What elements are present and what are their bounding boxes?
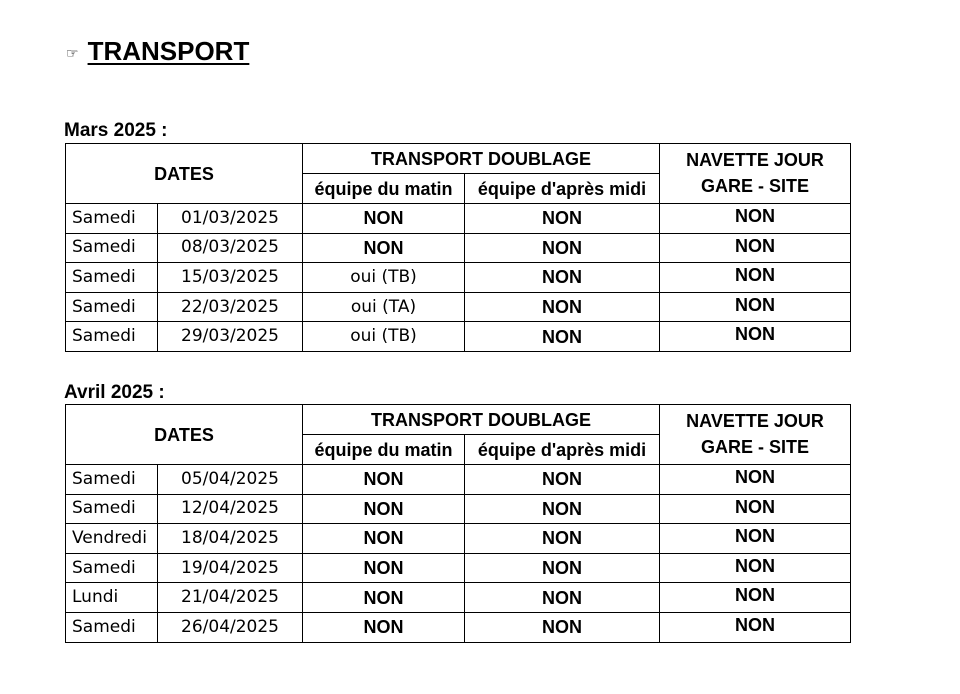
navette-cell: NON bbox=[660, 322, 851, 352]
table-row bbox=[66, 553, 851, 583]
date-cell: 12/04/2025 bbox=[158, 494, 303, 524]
apres-midi-cell: NON bbox=[465, 465, 660, 495]
apres-midi-cell: NON bbox=[465, 553, 660, 583]
navette-cell: NON bbox=[660, 583, 851, 613]
day-cell: Samedi bbox=[66, 204, 158, 234]
navette-header bbox=[660, 405, 851, 465]
day-cell: Samedi bbox=[66, 553, 158, 583]
day-cell: Samedi bbox=[66, 233, 158, 263]
equipe-apres-midi-header: équipe d'après midi bbox=[465, 174, 660, 204]
matin-cell: NON bbox=[303, 583, 465, 613]
date-cell: 08/03/2025 bbox=[158, 233, 303, 263]
table-row bbox=[66, 494, 851, 524]
navette-cell: NON bbox=[660, 553, 851, 583]
avril-rows bbox=[66, 465, 851, 643]
day-cell: Samedi bbox=[66, 612, 158, 642]
date-cell: 21/04/2025 bbox=[158, 583, 303, 613]
date-cell: 01/03/2025 bbox=[158, 204, 303, 234]
matin-cell: NON bbox=[303, 553, 465, 583]
apres-midi-cell: NON bbox=[465, 233, 660, 263]
navette-cell: NON bbox=[660, 233, 851, 263]
equipe-apres-midi-header: équipe d'après midi bbox=[465, 435, 660, 465]
mars-rows bbox=[66, 204, 851, 352]
date-cell: 26/04/2025 bbox=[158, 612, 303, 642]
navette-cell: NON bbox=[660, 612, 851, 642]
navette-cell: NON bbox=[660, 292, 851, 322]
apres-midi-cell: NON bbox=[465, 204, 660, 234]
matin-cell: oui (TB) bbox=[303, 322, 465, 352]
table-row bbox=[66, 292, 851, 322]
matin-cell: NON bbox=[303, 612, 465, 642]
day-cell: Samedi bbox=[66, 263, 158, 293]
page-title-row bbox=[66, 36, 249, 67]
dates-header: DATES bbox=[66, 144, 303, 204]
navette-header-line2: GARE - SITE bbox=[701, 175, 810, 196]
navette-cell: NON bbox=[660, 494, 851, 524]
equipe-matin-header: équipe du matin bbox=[303, 174, 465, 204]
table-row bbox=[66, 465, 851, 495]
transport-doublage-header: TRANSPORT DOUBLAGE bbox=[303, 405, 660, 435]
day-cell: Vendredi bbox=[66, 524, 158, 554]
navette-cell: NON bbox=[660, 524, 851, 554]
apres-midi-cell: NON bbox=[465, 292, 660, 322]
section-label-mars: Mars 2025 : bbox=[64, 120, 168, 141]
section-label-avril: Avril 2025 : bbox=[64, 382, 165, 403]
navette-cell: NON bbox=[660, 263, 851, 293]
date-cell: 19/04/2025 bbox=[158, 553, 303, 583]
dates-header: DATES bbox=[66, 405, 303, 465]
matin-cell: NON bbox=[303, 524, 465, 554]
navette-cell: NON bbox=[660, 204, 851, 234]
table-row bbox=[66, 233, 851, 263]
navette-cell: NON bbox=[660, 465, 851, 495]
matin-cell: NON bbox=[303, 465, 465, 495]
day-cell: Samedi bbox=[66, 465, 158, 495]
matin-cell: NON bbox=[303, 494, 465, 524]
navette-header-line1: NAVETTE JOUR bbox=[686, 411, 824, 432]
date-cell: 29/03/2025 bbox=[158, 322, 303, 352]
day-cell: Samedi bbox=[66, 292, 158, 322]
day-cell: Lundi bbox=[66, 583, 158, 613]
navette-header bbox=[660, 144, 851, 204]
table-row bbox=[66, 524, 851, 554]
table-row bbox=[66, 322, 851, 352]
date-cell: 22/03/2025 bbox=[158, 292, 303, 322]
table-row bbox=[66, 263, 851, 293]
apres-midi-cell: NON bbox=[465, 583, 660, 613]
schedule-table-mars bbox=[65, 143, 851, 352]
transport-doublage-header: TRANSPORT DOUBLAGE bbox=[303, 144, 660, 174]
apres-midi-cell: NON bbox=[465, 322, 660, 352]
matin-cell: NON bbox=[303, 233, 465, 263]
page-title: TRANSPORT bbox=[87, 36, 250, 66]
table-row bbox=[66, 204, 851, 234]
date-cell: 18/04/2025 bbox=[158, 524, 303, 554]
schedule-table-avril bbox=[65, 404, 851, 643]
date-cell: 05/04/2025 bbox=[158, 465, 303, 495]
navette-header-line1: NAVETTE JOUR bbox=[686, 150, 824, 171]
equipe-matin-header: équipe du matin bbox=[303, 435, 465, 465]
apres-midi-cell: NON bbox=[465, 612, 660, 642]
apres-midi-cell: NON bbox=[465, 263, 660, 293]
matin-cell: NON bbox=[303, 204, 465, 234]
pointing-hand-icon: ☞ bbox=[66, 45, 79, 62]
navette-header-line2: GARE - SITE bbox=[701, 436, 810, 457]
day-cell: Samedi bbox=[66, 494, 158, 524]
apres-midi-cell: NON bbox=[465, 494, 660, 524]
matin-cell: oui (TB) bbox=[303, 263, 465, 293]
table-row bbox=[66, 583, 851, 613]
matin-cell: oui (TA) bbox=[303, 292, 465, 322]
apres-midi-cell: NON bbox=[465, 524, 660, 554]
date-cell: 15/03/2025 bbox=[158, 263, 303, 293]
day-cell: Samedi bbox=[66, 322, 158, 352]
table-row bbox=[66, 612, 851, 642]
